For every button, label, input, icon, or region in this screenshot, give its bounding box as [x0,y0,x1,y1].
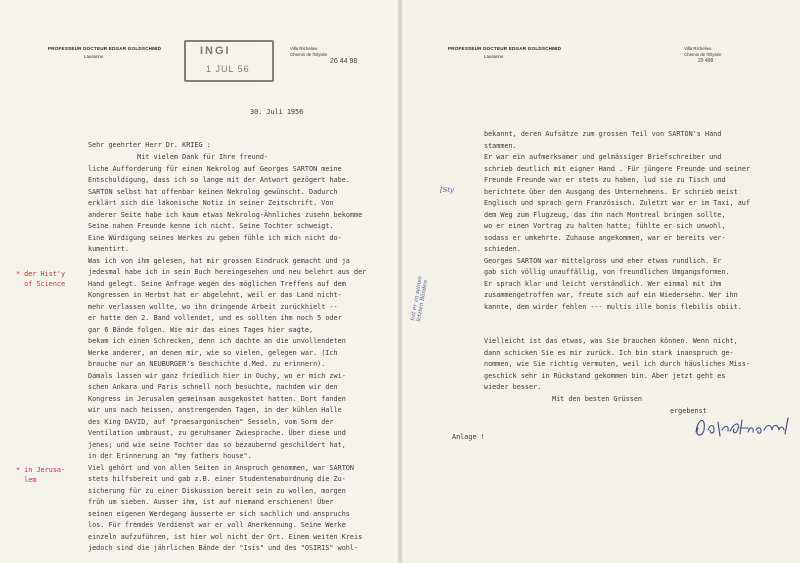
typed-line: er hatte den 2. Band vollendet, und es sollten ihm noch 5 oder [88,314,342,322]
typed-line: jedoch sind die jährlichen Bände der "Isis" und des "OSIRIS" wohl- [88,544,359,552]
letterhead-name: PROFESSEUR DOCTEUR EDGAR GOLDSCHMID [448,46,562,51]
typed-line: Entschuldigung, dass ich so lange mit der Antwort gezögert habe. [88,176,350,184]
typed-line: des King DAVID, auf "praesargonischen" Sesseln, vom Sorm der [88,417,334,426]
typed-line: mehr verlassen wollte, wo ihn dringende Arbeit zurückhielt -- [88,302,338,311]
closing-ergebenst: ergebenst [670,407,707,415]
typed-line: in der Erinnerung an "my fathers house". [88,452,252,460]
typed-line: Georges SARTON war mittelgross und eher etwas rundlich. Er [484,256,722,265]
typed-line: Er war ein aufmerksamer und gelmässiger Briefschreiber und [484,153,722,161]
letter-body-right [484,130,750,314]
stamp-top-text: INGI [200,45,231,57]
address-line: Chemin de l'Elysée [684,52,722,57]
typed-line: geschick sehr in Rückstand gekommen bin. Aber jetzt geht es [484,371,726,380]
typed-line: bekam ich einen Schrecken, denn ich dachte an die unvollendeten [88,337,346,345]
letter-body-left [88,153,366,556]
letterhead-name: PROFESSEUR DOCTEUR EDGAR GOLDSCHMID [48,46,162,51]
typed-line: brauche nur an NEUBURGER's Geschichte d.Med. zu erinnern). [88,360,326,368]
typed-line: stammen. [484,141,517,150]
typed-line: bekannt, deren Aufsätze zum grossen Teil von SARTON's Hand [484,130,722,138]
typed-line: zusammengetroffen war, freute sich auf ein Wiedersehn. Wer ihn [484,291,738,299]
letterhead-phone: 26 44 98 [330,58,358,65]
handwritten-margin-mark: [Sty [440,186,454,194]
typed-line: SARTON selbst hat offenbar keinen Nekrolog gewünscht. Dadurch [88,187,338,196]
typed-line: Hand gelegt. Seine Anfrage wegen des möglichen Treffens auf dem [88,279,346,288]
typed-line: Eine Würdigung seines Werkes zu geben fühle ich mich nicht do- [88,233,342,242]
letterhead-city: Lausanne [484,54,504,59]
typed-line: Er sprach klar und leicht verständlich. Wer einmal mit ihm [484,279,722,288]
typed-line: Damals lassen wir ganz friedlich hier in Ouchy, wo er mich zwi- [88,371,346,380]
typed-line: wir uns nach heissen, anstrengenden Tagen, in der kühlen Halle [88,406,342,414]
typed-line: jedesmal habe ich in sein Buch hereingesehen und neu belehrt aus der [88,268,367,276]
typed-line: wo er einen Vortrag zu halten hatte; fühlte er sich unwohl, [484,222,726,230]
typed-line: Kongressen in Herbst hat er abgelehnt, weil er das Land nicht- [88,291,342,299]
typed-line: stets hilfsbereit und gab z.B. einer Studentenabordnung die Zu- [88,475,346,483]
typed-line: Vielleicht ist das etwas, was Sie brauchen können. Wenn nicht, [484,337,738,345]
typed-line: Englisch und sprach gern Französisch. Zuletzt war er im Taxi, auf [484,199,750,207]
typed-line: gar 6 Bände folgen. Wie mir das eines Tages hier sagte, [88,325,314,334]
typed-line: kannte, dem wirder fehlen --- multis ille bonis flebilis obiit. [484,302,742,311]
typed-line: seinen eigenen Werdegang äusserte er sich sachlich und anspruchs [88,509,350,518]
letter-date: 30. Juli 1956 [250,108,304,116]
letterhead-address [290,46,327,58]
typed-line: Was ich von ihm gelesen, hat mir grossen Eindruck gemacht und ja [88,256,350,265]
typed-line: Viel gehört und von allen Seiten in Anspruch genommen, war SARTON [88,463,354,472]
typed-line: schrieb deutlich mit eigner Hand . Für jüngere Freunde und seiner [484,164,750,173]
typed-line: Seine nahen Freunde kenne ich nicht. Seine Tochter schweigt. [88,222,334,230]
typed-line: anderer Seite habe ich kaum etwas Nekrolog-Ähnliches zusehn bekomme [88,210,363,219]
typed-line: Mit vielem Dank für Ihre freund- [88,153,269,161]
typed-line: wieder besser. [484,383,542,391]
typed-line: sicherung für zu einer Diskussion bereit sein zu wollen, morgen [88,486,346,495]
typed-line: erklärt sich die lakonische Notiz in seiner Zeitschrift. Von [88,199,334,207]
typed-line: sodass er umkehrte. Zuhause angekommen, war er bereits ver- [484,233,726,242]
letter-page-left [0,0,398,563]
typed-line: gab sich völlig unauffällig, von freundlichen Umgangsformen. [484,268,730,276]
address-line: Villa Richelieu [290,46,318,51]
typed-line: einzeln aufzuführen, ist hier wol nicht der Ort. Einem weiten Kreis [88,532,363,541]
closing-greeting: Mit den besten Grüssen [552,395,643,403]
margin-note-history: * der Hist'y of Science [16,270,66,288]
typed-line: kumentirt. [88,245,129,253]
typed-line: schen Ankara und Paris schnell noch besuchte, nachdem wir den [88,383,338,391]
received-stamp [184,40,274,82]
typed-line: liche Aufforderung für einen Nekrolog auf Georges SARTON meine [88,164,342,173]
typed-line: Werke anderer, an denen mir, wie so vielen, gelegen war. (Ich [88,348,338,357]
handwritten-margin-note: hat er an seinen letzten Bänden [410,275,430,323]
address-line: Villa Richelieu [684,46,712,51]
letterhead-phone: 29 498 [698,58,714,64]
letter-page-right [402,0,800,563]
letterhead-city: Lausanne [84,54,104,59]
typed-line: los. Für fremdes Verdienst war er voll Anerkennung. Seine Werke [88,521,346,529]
address-line: Chemin de l'Elysée [290,52,328,57]
typed-line: Freunde Freunde war er stets zu haben, lud sie zu Tisch und [484,176,726,184]
typed-line: dann schicken Sie es mir zurück. Ich bin stark inanspruch ge- [484,348,734,357]
typed-line: jenes; und wie seine Tochter das so bezaubernd geschildert hat, [88,440,346,449]
typed-line: Ventilation umbraust, zu geruhsamer Zwiesprache. Über diese und [88,429,346,437]
handwritten-signature [690,408,800,444]
margin-note-jerusalem: * in Jerusa- lem [16,466,66,484]
attachment-note: Anlage ! [452,433,485,441]
typed-line: früh um sieben. Ausser ihm, ist auf niemand erschienen! Über [88,498,334,506]
letter-body-right-closing [484,337,750,395]
typed-line: nommen, wie Sie richtig vermuten, weil ich durch häusliches Miss- [484,360,750,368]
typed-line: Kongress in Jerusalem gemeinsam ausgekostet hatten. Dort fanden [88,394,346,403]
typed-line: dem Weg zum Flugzeug, das ihn nach Montreal bringen sollte, [484,210,726,219]
stamp-date-text: 1 JUL 56 [206,64,250,74]
letterhead-address [684,46,721,58]
typed-line: berichtete über den Ausgang des Unternehmens. Er schrieb meist [484,187,738,196]
typed-line: schieden. [484,245,521,253]
salutation: Sehr geehrter Herr Dr. KRIEG : [88,141,211,149]
